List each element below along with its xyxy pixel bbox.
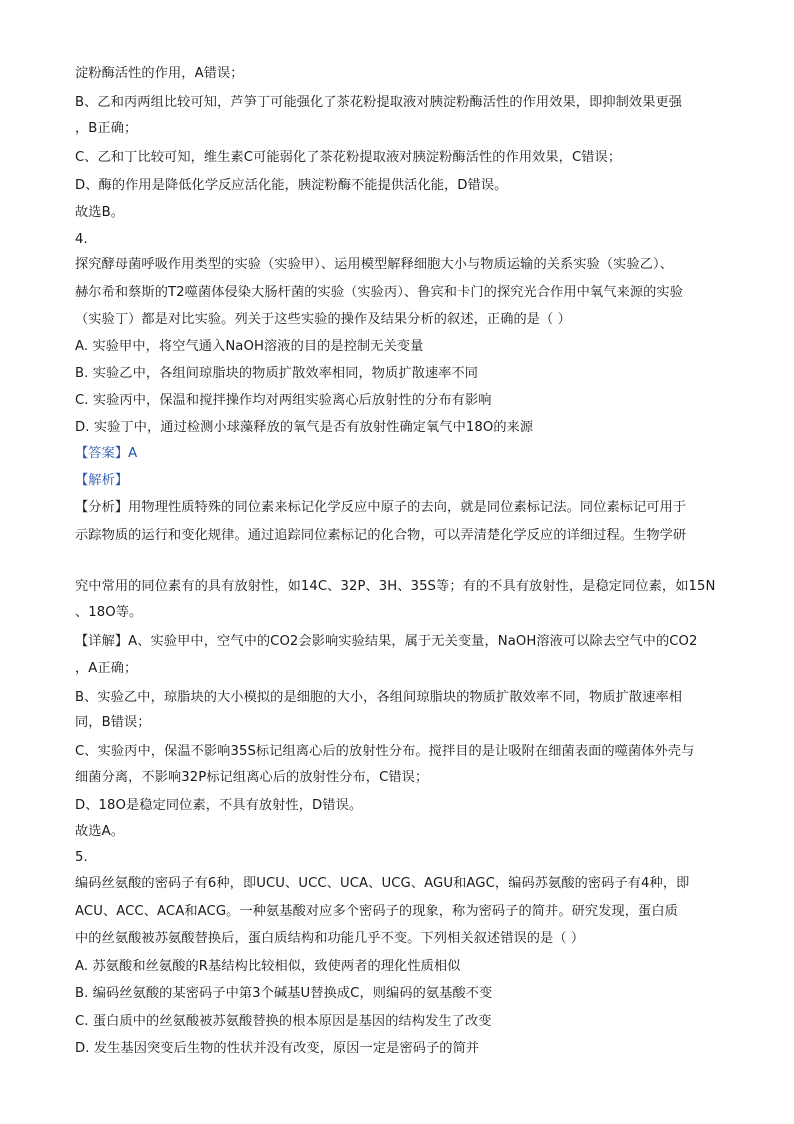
- text-line: 故选B。: [75, 205, 125, 220]
- text-line: 同，B错误；: [75, 715, 151, 730]
- text-line: 【详解】A、实验甲中，空气中的CO2会影响实验结果，属于无关变量，NaOH溶液可以除去空气中的CO2: [75, 634, 698, 649]
- analysis-heading: 【解析】: [75, 473, 129, 488]
- text-line: C、乙和丁比较可知，维生素C可能弱化了茶花粉提取液对胰淀粉酶活性的作用效果，C错误；: [75, 150, 622, 165]
- text-line: 中的丝氨酸被苏氨酸替换后，蛋白质结构和功能几乎不变。下列相关叙述错误的是（ ）: [75, 931, 585, 946]
- text-line: 赫尔希和蔡斯的T2噬菌体侵染大肠杆菌的实验（实验丙）、鲁宾和卡门的探究光合作用中氧气来源的实验: [75, 285, 683, 300]
- option-c: C. 蛋白质中的丝氨酸被苏氨酸替换的根本原因是基因的结构发生了改变: [75, 1014, 492, 1029]
- text-line: 淀粉酶活性的作用，A错误；: [75, 66, 244, 81]
- text-line: 究中常用的同位素有的具有放射性，如14C、32P、3H、35S等；有的不具有放射性，是稳定同位素，如15N: [75, 579, 716, 594]
- text-line: 故选A。: [75, 824, 124, 839]
- text-line: （实验丁）都是对比实验。列关于这些实验的操作及结果分析的叙述，正确的是（ ）: [75, 312, 571, 327]
- text-line: B、乙和丙两组比较可知，芦笋丁可能强化了茶花粉提取液对胰淀粉酶活性的作用效果，即抑制效果更强: [75, 95, 683, 110]
- text-line: D、酶的作用是降低化学反应活化能，胰淀粉酶不能提供活化能，D错误。: [75, 178, 508, 193]
- question-number: 4.: [75, 232, 88, 247]
- option-c: C. 实验丙中，保温和搅拌操作均对两组实验离心后放射性的分布有影响: [75, 393, 492, 408]
- text-line: C、实验丙中，保温不影响35S标记组离心后的放射性分布。搅拌目的是让吸附在细菌表面的噬菌体外壳与: [75, 744, 695, 759]
- option-b: B. 编码丝氨酸的某密码子中第3个碱基U替换成C，则编码的氨基酸不变: [75, 986, 493, 1001]
- text-line: 、18O等。: [75, 605, 143, 620]
- text-line: ，B正确；: [75, 121, 138, 136]
- option-a: A. 苏氨酸和丝氨酸的R基结构比较相似，致使两者的理化性质相似: [75, 959, 461, 974]
- option-d: D. 实验丁中，通过检测小球藻释放的氧气是否有放射性确定氧气中18O的来源: [75, 420, 534, 435]
- text-line: ACU、ACC、ACA和ACG。一种氨基酸对应多个密码子的现象，称为密码子的简并。研究发现，蛋白质: [75, 904, 678, 919]
- text-line: B、实验乙中，琼脂块的大小模拟的是细胞的大小，各组间琼脂块的物质扩散效率不同，物质扩散速率相: [75, 690, 683, 705]
- text-line: 编码丝氨酸的密码子有6种，即UCU、UCC、UCA、UCG、AGU和AGC，编码苏氨酸的密码子有4种，即: [75, 876, 690, 891]
- text-line: ，A正确；: [75, 661, 138, 676]
- option-b: B. 实验乙中，各组间琼脂块的物质扩散效率相同，物质扩散速率不同: [75, 366, 479, 381]
- text-line: 探究酵母菌呼吸作用类型的实验（实验甲）、运用模型解释细胞大小与物质运输的关系实验（实验乙）、: [75, 257, 674, 272]
- text-line: D、18O是稳定同位素，不具有放射性，D错误。: [75, 798, 363, 813]
- answer-line: 【答案】A: [75, 446, 138, 461]
- option-d: D. 发生基因突变后生物的性状并没有改变，原因一定是密码子的简并: [75, 1041, 480, 1056]
- text-line: 细菌分离，不影响32P标记组离心后的放射性分布，C错误；: [75, 770, 429, 785]
- text-line: 示踪物质的运行和变化规律。通过追踪同位素标记的化合物，可以弄清楚化学反应的详细过程。生物学研: [75, 528, 687, 543]
- text-line: 【分析】用物理性质特殊的同位素来标记化学反应中原子的去向，就是同位素标记法。同位素标记可用于: [75, 500, 687, 515]
- option-a: A. 实验甲中，将空气通入NaOH溶液的目的是控制无关变量: [75, 339, 424, 354]
- question-number: 5.: [75, 850, 88, 865]
